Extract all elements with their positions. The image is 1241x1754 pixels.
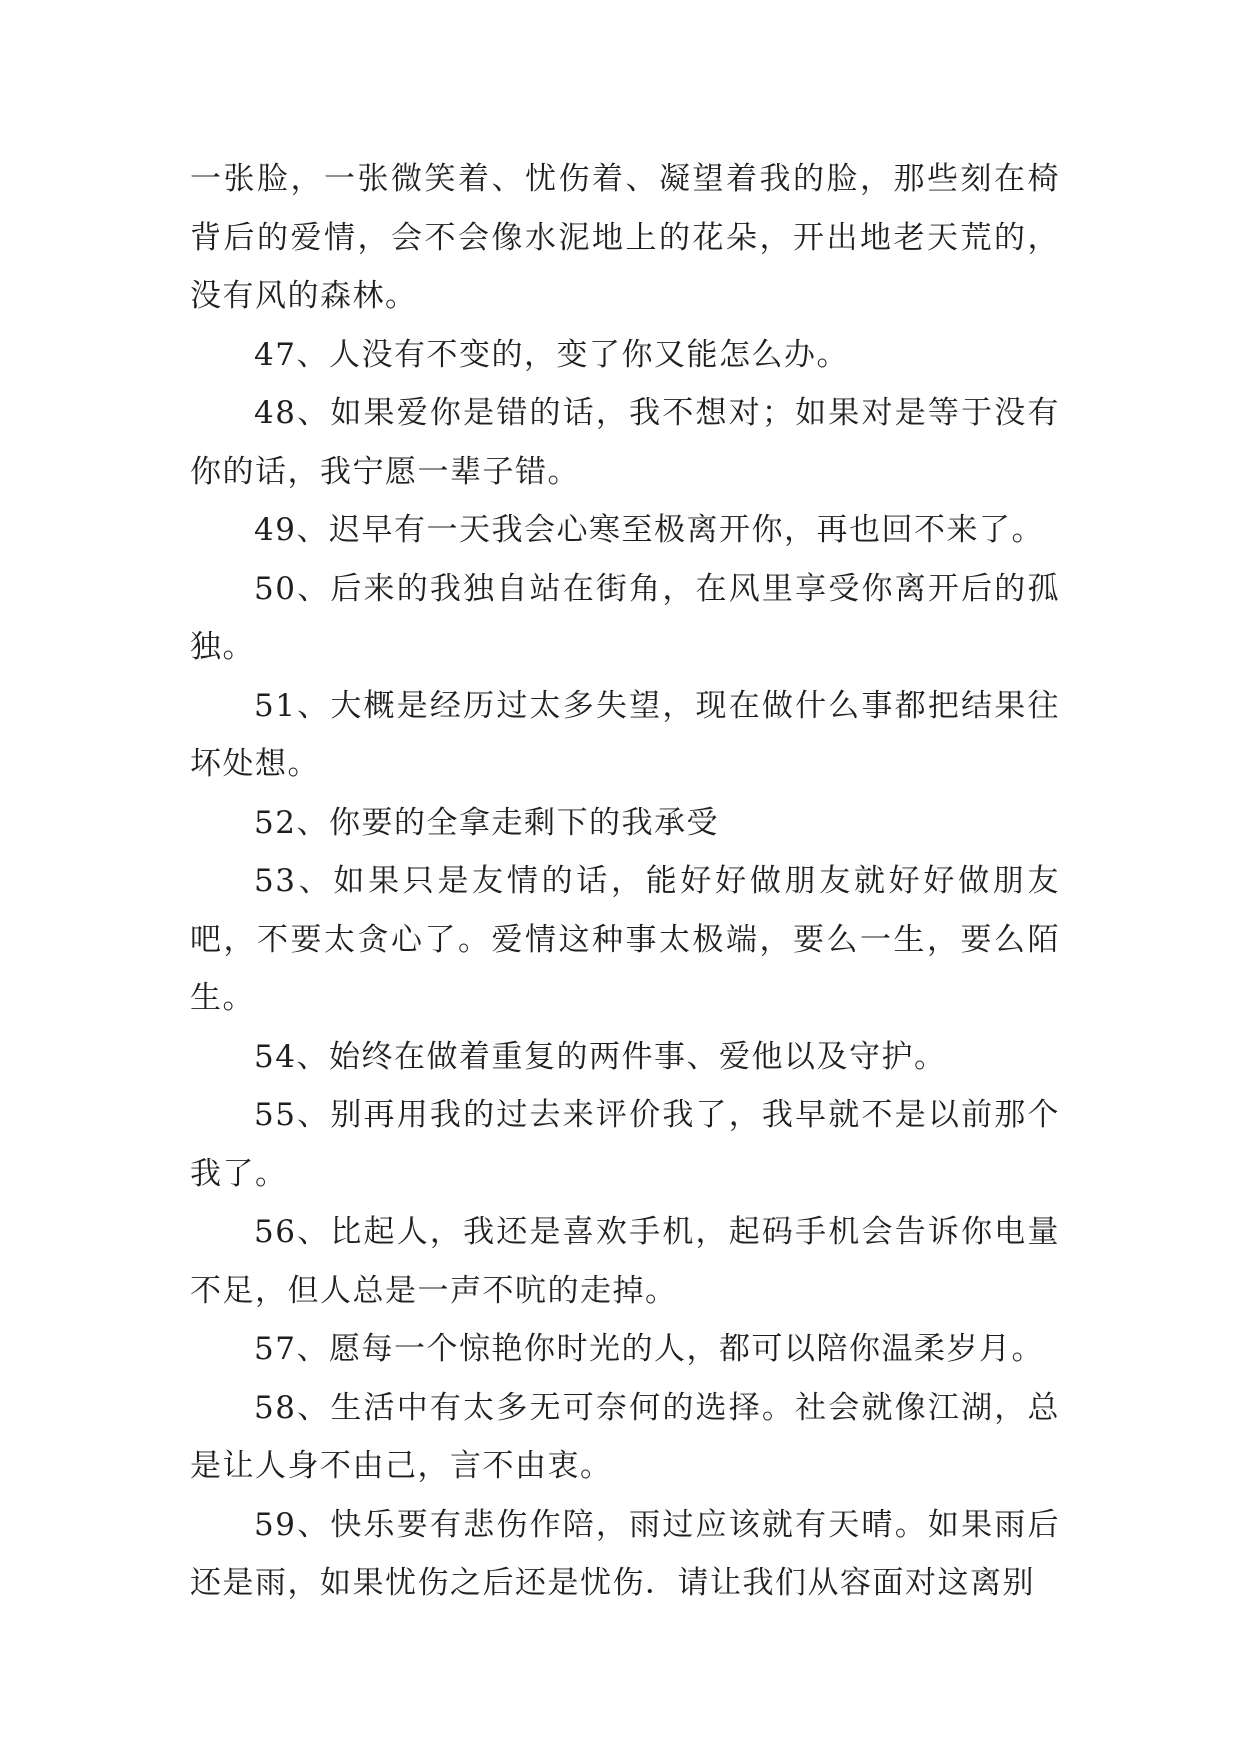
paragraph-48: 48、如果爱你是错的话，我不想对；如果对是等于没有你的话，我宁愿一辈子错。 <box>190 395 1060 490</box>
paragraph-continuation: 一张脸，一张微笑着、忧伤着、凝望着我的脸，那些刻在椅背后的爱情，会不会像水泥地上的花朵，开出地老天荒的，没有风的森林。 <box>190 161 1060 314</box>
paragraph-56: 56、比起人，我还是喜欢手机，起码手机会告诉你电量不足，但人总是一声不吭的走掉。 <box>190 1214 1060 1309</box>
paragraph-47: 47、人没有不变的，变了你又能怎么办。 <box>254 336 849 373</box>
document-body <box>190 150 1060 1613</box>
paragraph-51: 51、大概是经历过太多失望，现在做什么事都把结果往坏处想。 <box>190 687 1060 782</box>
paragraph-52: 52、你要的全拿走剩下的我承受 <box>254 804 719 841</box>
paragraph-58: 58、生活中有太多无可奈何的选择。社会就像江湖，总是让人身不由己，言不由衷。 <box>190 1389 1060 1484</box>
paragraph-55: 55、别再用我的过去来评价我了，我早就不是以前那个我了。 <box>190 1097 1060 1192</box>
paragraph-50: 50、后来的我独自站在街角，在风里享受你离开后的孤独。 <box>190 570 1060 665</box>
paragraph-59: 59、快乐要有悲伤作陪，雨过应该就有天晴。如果雨后还是雨，如果忧伤之后还是忧伤．请让我们从容面对这离别 <box>190 1506 1060 1601</box>
paragraph-49: 49、迟早有一天我会心寒至极离开你，再也回不来了。 <box>254 512 1044 548</box>
paragraph-54: 54、始终在做着重复的两件事、爱他以及守护。 <box>254 1038 947 1075</box>
paragraph-57: 57、愿每一个惊艳你时光的人，都可以陪你温柔岁月。 <box>254 1331 1044 1367</box>
paragraph-53: 53、如果只是友情的话，能好好做朋友就好好做朋友吧，不要太贪心了。爱情这种事太极端，要么一生，要么陌生。 <box>190 863 1060 1016</box>
